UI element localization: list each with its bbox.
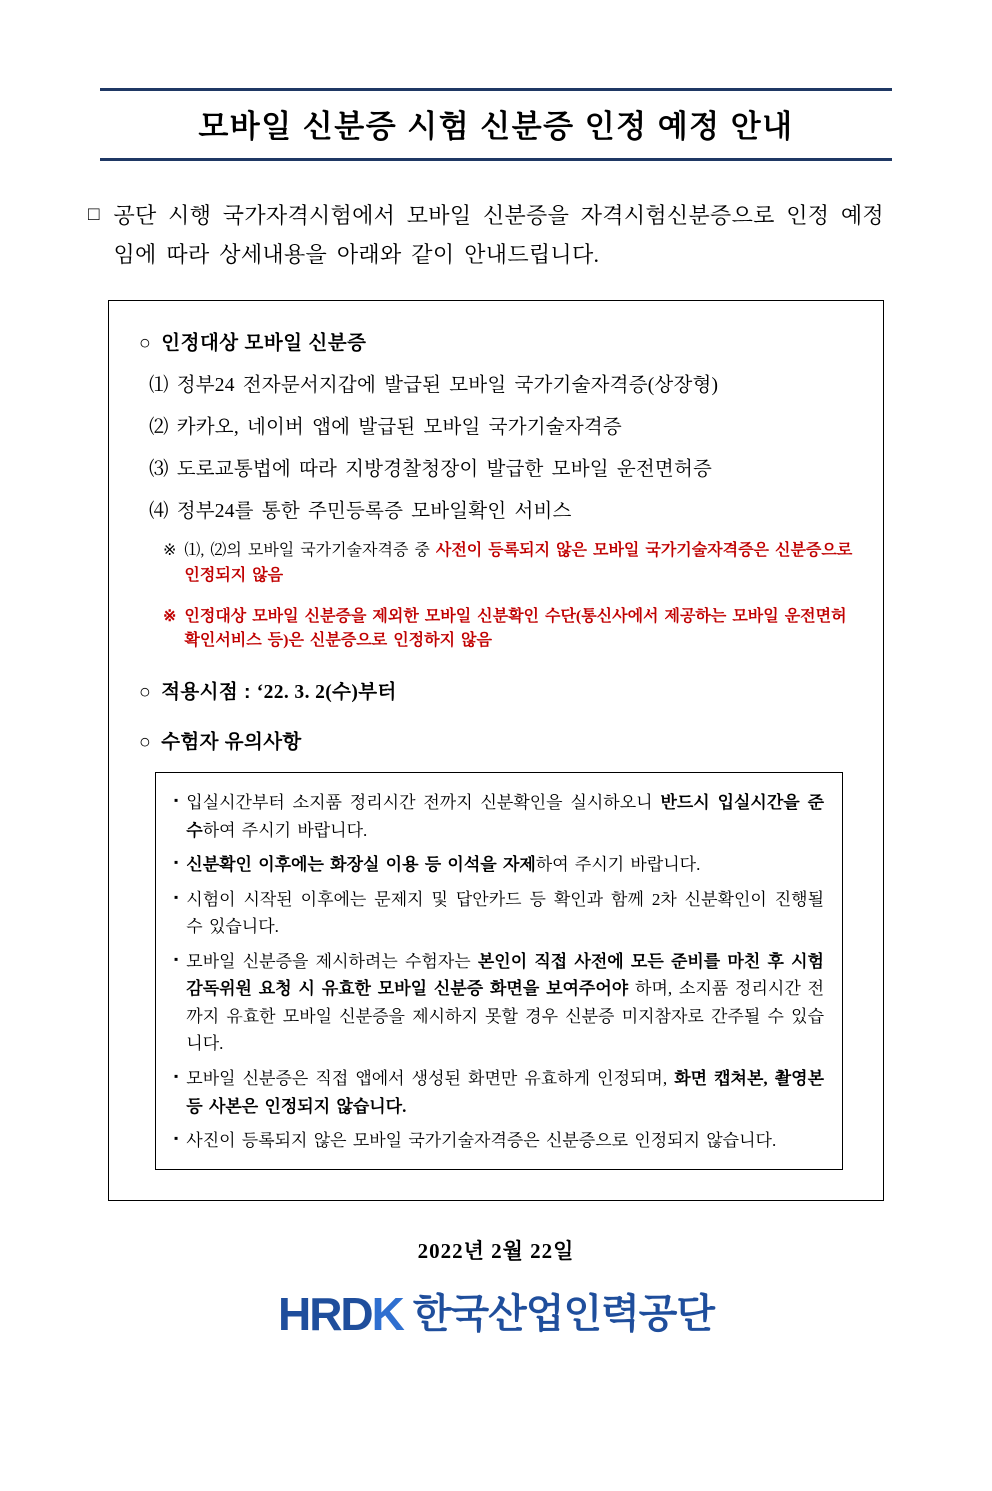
bullet-text [186, 886, 824, 941]
document-page [0, 88, 992, 1491]
page-title: 모바일 신분증 시험 신분증 인정 예정 안내 [198, 109, 794, 144]
organization-logo [60, 1287, 932, 1340]
note-text [184, 605, 859, 655]
examinee-notes-box [155, 772, 843, 1169]
bullet-text [186, 1065, 824, 1120]
bullet-text-emphasis: 반드시 입실시간을 준수 [186, 793, 824, 840]
note-marker-icon: ※ [163, 542, 177, 559]
section-heading-effective-date [139, 676, 859, 704]
list-item-index: ⑴ [149, 375, 169, 396]
list-item [149, 453, 859, 481]
bullet-text-part: 입실시간부터 소지품 정리시간 전까지 신분확인을 실시하오니 [186, 793, 661, 813]
note-marker-icon: ※ [163, 607, 177, 625]
bullet-text [186, 948, 824, 1058]
section-heading-accepted-ids [139, 327, 859, 355]
bullet-icon: ▪ [174, 1131, 179, 1146]
bullet-text-emphasis: 본인이 직접 사전에 모든 준비를 마친 후 시험감독위원 요청 시 유효한 모바일 신분증 화면을 보여주어야 [186, 951, 824, 999]
list-item-index: ⑵ [149, 417, 169, 438]
bullet-icon: ▪ [174, 855, 179, 870]
intro-marker-icon: □ [88, 204, 100, 225]
list-item [174, 948, 824, 1058]
section-heading-text: 적용시점 : [161, 681, 251, 704]
bullet-text [186, 789, 824, 844]
bullet-icon: ▪ [174, 889, 179, 904]
logo-mark-hrd: HRD [277, 1287, 372, 1340]
section-heading-text: 인정대상 모바일 신분증 [161, 332, 367, 354]
section-heading-text: 수험자 유의사항 [161, 731, 302, 754]
bullet-text-part: 사진이 등록되지 않은 모바일 국가기술자격증은 신분증으로 인정되지 않습니다. [186, 1131, 777, 1151]
document-title-block [100, 88, 892, 161]
section-marker-icon: ○ [139, 681, 152, 704]
logo-mark-k: K [371, 1287, 403, 1340]
list-item-text: 정부24를 통한 주민등록증 모바일확인 서비스 [176, 501, 572, 522]
bullet-text-emphasis: 화면 캡쳐본, 촬영본 등 사본은 인정되지 않습니다. [186, 1068, 824, 1116]
organization-name: 한국산업인력공단 [412, 1291, 715, 1336]
list-item-index: ⑷ [149, 501, 169, 522]
list-item-text: 도로교통법에 따라 지방경찰청장이 발급한 모바일 운전면허증 [176, 459, 713, 480]
note-warning-text: 인정대상 모바일 신분증을 제외한 모바일 신분확인 수단(통신사에서 제공하는 모바일 운전면허 확인서비스 등)은 신분증으로 인정하지 않음 [184, 607, 847, 650]
bullet-icon: ▪ [174, 1068, 179, 1083]
bullet-text-part: 하며, 소지품 정리시간 전까지 유효한 모바일 신분증을 제시하지 못할 경우 신분증 미지참자로 간주될 수 있습니다. [186, 979, 824, 1054]
list-item [174, 886, 824, 941]
section-marker-icon: ○ [139, 731, 152, 754]
note-item [163, 605, 859, 655]
content-box [108, 300, 884, 1201]
section-marker-icon: ○ [139, 332, 152, 354]
intro-text: 공단 시행 국가자격시험에서 모바일 신분증을 자격시험신분증으로 인정 예정임에 따라 상세내용을 아래와 같이 안내드립니다. [113, 203, 884, 267]
note-text [184, 539, 859, 589]
bullet-icon: ▪ [174, 951, 179, 966]
list-item [174, 1127, 824, 1155]
bullet-text-part: 하여 주시기 바랍니다. [202, 820, 368, 840]
note-plain-text: ⑴, ⑵의 모바일 국가기술자격증 중 [184, 542, 436, 559]
bullet-text-part: 모바일 신분증을 제시하려는 수험자는 [186, 951, 478, 971]
bullet-text-part: 시험이 시작된 이후에는 문제지 및 답안카드 등 확인과 함께 2차 신분확인이 진행될 수 있습니다. [186, 889, 824, 937]
list-item-text: 정부24 전자문서지갑에 발급된 모바일 국가기술자격증(상장형) [176, 375, 719, 396]
note-warning-text: 사전이 등록되지 않은 모바일 국가기술자격증은 신분증으로 인정되지 않음 [184, 542, 853, 584]
bullet-text-part: 모바일 신분증은 직접 앱에서 생성된 화면만 유효하게 인정되며, [186, 1068, 675, 1088]
bullet-text-part: 하여 주시기 바랍니다. [535, 855, 701, 875]
list-item [174, 789, 824, 844]
effective-date-value: ‘22. 3. 2(수)부터 [256, 682, 397, 704]
list-item [149, 411, 859, 439]
bullet-text [186, 1127, 776, 1155]
section-heading-examinee-notes [139, 726, 859, 754]
list-item [149, 495, 859, 523]
list-item-index: ⑶ [149, 459, 169, 480]
intro-paragraph [88, 197, 884, 274]
list-item-text: 카카오, 네이버 앱에 발급된 모바일 국가기술자격증 [176, 417, 622, 438]
bullet-icon: ▪ [174, 793, 179, 808]
list-item [174, 1065, 824, 1120]
hrdk-logo-mark [277, 1287, 403, 1340]
document-date: 2022년 2월 22일 [417, 1238, 575, 1263]
bullet-text [186, 851, 700, 879]
list-item [149, 369, 859, 397]
list-item [174, 851, 824, 879]
note-item [163, 539, 859, 589]
bullet-text-emphasis: 신분확인 이후에는 화장실 이용 등 이석을 자제 [186, 855, 536, 875]
